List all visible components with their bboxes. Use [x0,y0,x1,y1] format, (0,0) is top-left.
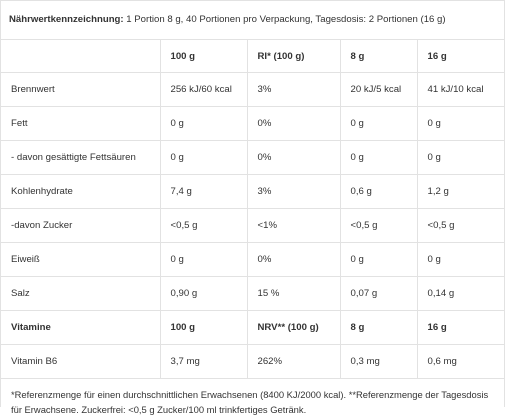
nutrition-header-label: Nährwertkennzeichnung: [9,14,124,25]
table-cell: 0,6 mg [417,345,504,379]
table-cell: Eiweiß [1,243,160,277]
table-row [1,141,504,175]
table-cell: <1% [247,209,340,243]
table-cell: 0,6 g [340,175,417,209]
table-cell: 0% [247,141,340,175]
table-cell: 20 kJ/5 kcal [340,73,417,107]
table-row [1,209,504,243]
table-cell: 1,2 g [417,175,504,209]
table-cell: 0 g [417,107,504,141]
table-cell: Fett [1,107,160,141]
table-header-row [1,40,504,73]
vitamin-header-row [1,311,504,345]
table-cell: Kohlenhydrate [1,175,160,209]
table-cell: - davon gesättigte Fettsäuren [1,141,160,175]
table-cell: 16 g [417,311,504,345]
table-cell: 3% [247,73,340,107]
table-cell: 16 g [417,40,504,73]
table-cell: 0,90 g [160,277,247,311]
table-cell: 0,14 g [417,277,504,311]
table-cell: Vitamin B6 [1,345,160,379]
table-row [1,345,504,379]
table-cell: 0,07 g [340,277,417,311]
table-cell: 0 g [417,141,504,175]
table-cell: <0,5 g [340,209,417,243]
table-cell: 7,4 g [160,175,247,209]
table-row [1,175,504,209]
table-cell: 15 % [247,277,340,311]
table-row [1,277,504,311]
table-cell: 0 g [340,141,417,175]
table-cell: 0 g [340,243,417,277]
table-cell: 8 g [340,311,417,345]
table-row [1,243,504,277]
table-cell: Salz [1,277,160,311]
table-cell [1,40,160,73]
table-cell: 0 g [160,243,247,277]
nutrition-header [1,0,504,40]
table-cell: 0,3 mg [340,345,417,379]
table-cell: 0 g [160,141,247,175]
footnote: *Referenzmenge für einen durchschnittlichen Erwachsenen (8400 KJ/2000 kcal). **Referenzmenge der Tagesdosis für Erwachsene. Zuckerfrei: <0,5 g Zucker/100 ml trinkfertiges Getränk. [11,389,489,415]
table-cell: 256 kJ/60 kcal [160,73,247,107]
table-cell: <0,5 g [417,209,504,243]
table-cell: 41 kJ/10 kcal [417,73,504,107]
table-cell: 0 g [160,107,247,141]
table-cell: -davon Zucker [1,209,160,243]
table-cell: 0% [247,107,340,141]
table-cell: 100 g [160,40,247,73]
table-cell: 3% [247,175,340,209]
nutrition-table [1,40,504,379]
nutrition-header-text: 1 Portion 8 g, 40 Portionen pro Verpackung, Tagesdosis: 2 Portionen (16 g) [123,14,446,25]
table-cell: Vitamine [1,311,160,345]
table-cell: 100 g [160,311,247,345]
table-row [1,107,504,141]
table-row [1,73,504,107]
table-cell: 0% [247,243,340,277]
table-cell: 3,7 mg [160,345,247,379]
table-cell: RI* (100 g) [247,40,340,73]
table-cell: Brennwert [1,73,160,107]
table-cell: <0,5 g [160,209,247,243]
table-cell: 0 g [417,243,504,277]
table-cell: 8 g [340,40,417,73]
table-cell: 0 g [340,107,417,141]
table-cell: NRV** (100 g) [247,311,340,345]
table-cell: 262% [247,345,340,379]
